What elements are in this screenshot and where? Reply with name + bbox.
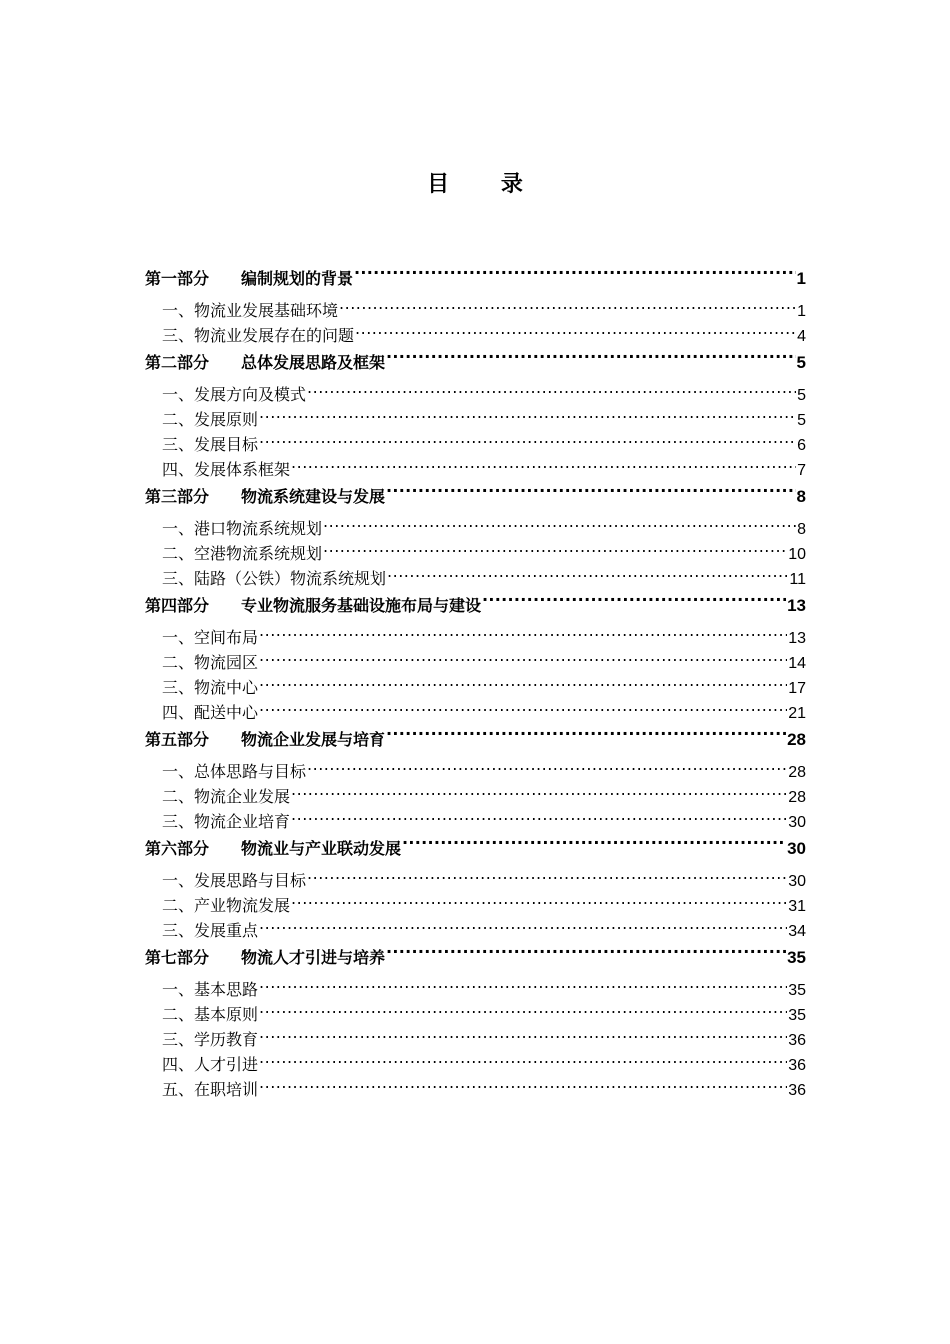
toc-page-number: 17 [788,680,806,697]
toc-section-label: 一、物流业发展基础环境 [162,301,339,320]
dot-leader [259,409,796,425]
table-of-contents [145,264,806,1102]
toc-part-entry[interactable] [145,725,806,759]
dot-leader [259,920,787,936]
toc-page-number: 1 [797,303,806,320]
toc-section-label: 二、物流企业发展 [162,787,291,806]
toc-section-entry[interactable] [145,1002,806,1027]
toc-page-number: 28 [787,730,806,749]
toc-part-label [145,943,385,973]
toc-page-number: 8 [797,521,806,538]
toc-page-number: 7 [797,462,806,479]
toc-section-label: 三、学历教育 [162,1030,259,1049]
toc-section-entry[interactable] [145,650,806,675]
toc-section-label: 三、物流中心 [162,678,259,697]
toc-section-entry[interactable] [145,1052,806,1077]
toc-section-entry[interactable] [145,977,806,1002]
toc-section-entry[interactable] [145,675,806,700]
toc-part-entry[interactable] [145,591,806,625]
toc-section-entry[interactable] [145,1077,806,1102]
toc-part-title: 物流业与产业联动发展 [241,839,402,858]
dot-leader [386,352,796,368]
toc-section-entry[interactable] [145,784,806,809]
toc-section-label: 三、发展目标 [162,435,259,454]
toc-section-entry[interactable] [145,516,806,541]
dot-leader [259,677,787,693]
toc-section-entry[interactable] [145,759,806,784]
toc-section-label: 三、发展重点 [162,921,259,940]
toc-section-label: 一、空间布局 [162,628,259,647]
toc-section-entry[interactable] [145,432,806,457]
toc-part-title: 专业物流服务基础设施布局与建设 [241,596,482,615]
toc-page-number: 11 [789,571,806,588]
dot-leader [291,786,787,802]
toc-page-number: 28 [788,764,806,781]
toc-section-entry[interactable] [145,809,806,834]
toc-page-number: 28 [788,789,806,806]
toc-section-entry[interactable] [145,625,806,650]
toc-section-label: 四、人才引进 [162,1055,259,1074]
toc-page-number: 6 [797,437,806,454]
toc-part-label [145,482,385,512]
toc-page-number: 8 [796,487,806,506]
toc-section-label: 一、基本思路 [162,980,259,999]
dot-leader [386,729,786,745]
toc-section-label: 四、配送中心 [162,703,259,722]
dot-leader [339,300,796,316]
dot-leader [482,595,786,611]
toc-section-label: 四、发展体系框架 [162,460,291,479]
toc-section-label: 二、基本原则 [162,1005,259,1024]
dot-leader [354,268,796,284]
toc-page-number: 10 [788,546,806,563]
toc-section-entry[interactable] [145,457,806,482]
toc-section-label: 三、物流企业培育 [162,812,291,831]
toc-page-number: 36 [788,1057,806,1074]
toc-page-number: 13 [787,596,806,615]
toc-section-label: 一、港口物流系统规划 [162,519,323,538]
dot-leader [387,568,788,584]
dot-leader [259,652,787,668]
dot-leader [259,1079,787,1095]
toc-page-number: 30 [788,873,806,890]
toc-part-number: 第四部分 [145,596,210,615]
dot-leader [323,518,796,534]
page-title: 目 录 [427,172,545,197]
toc-page-number: 30 [788,814,806,831]
toc-part-label [145,725,385,755]
toc-part-label [145,834,401,864]
toc-part-title: 总体发展思路及框架 [241,353,386,372]
toc-section-entry[interactable] [145,700,806,725]
dot-leader [386,486,796,502]
toc-page-number: 1 [796,269,806,288]
dot-leader [259,1029,787,1045]
toc-section-entry[interactable] [145,382,806,407]
toc-section-label: 二、物流园区 [162,653,259,672]
toc-section-label: 二、发展原则 [162,410,259,429]
toc-part-number: 第六部分 [145,839,210,858]
toc-section-label: 一、总体思路与目标 [162,762,307,781]
toc-section-label: 三、物流业发展存在的问题 [162,326,355,345]
toc-page-number: 35 [788,1007,806,1024]
dot-leader [402,838,786,854]
dot-leader [259,1054,787,1070]
toc-page-number: 36 [788,1082,806,1099]
toc-part-label [145,264,353,294]
toc-part-label [145,591,481,621]
toc-part-label [145,348,385,378]
dot-leader [307,761,787,777]
toc-part-entry[interactable] [145,482,806,516]
toc-page-number: 5 [796,353,806,372]
toc-section-entry[interactable] [145,541,806,566]
toc-part-number: 第五部分 [145,730,210,749]
toc-page-number: 5 [797,412,806,429]
toc-section-entry[interactable] [145,566,806,591]
toc-section-label: 五、在职培训 [162,1080,259,1099]
toc-part-title: 物流系统建设与发展 [241,487,386,506]
toc-page-number: 5 [797,387,806,404]
toc-section-label: 一、发展思路与目标 [162,871,307,890]
dot-leader [291,811,787,827]
toc-page-number: 34 [788,923,806,940]
toc-section-entry[interactable] [145,893,806,918]
toc-part-entry[interactable] [145,943,806,977]
toc-page-number: 14 [788,655,806,672]
toc-part-entry[interactable] [145,834,806,868]
dot-leader [259,979,787,995]
toc-part-number: 第三部分 [145,487,210,506]
dot-leader [259,1004,787,1020]
toc-page-number: 36 [788,1032,806,1049]
dot-leader [323,543,787,559]
dot-leader [386,947,786,963]
toc-page-number: 31 [788,898,806,915]
toc-page-number: 13 [788,630,806,647]
toc-part-title: 编制规划的背景 [241,269,354,288]
dot-leader [307,384,796,400]
toc-page-number: 4 [797,328,806,345]
toc-page-number: 30 [787,839,806,858]
toc-section-label: 三、陆路（公铁）物流系统规划 [162,569,387,588]
dot-leader [259,434,796,450]
dot-leader [291,459,796,475]
dot-leader [259,702,787,718]
toc-section-label: 一、发展方向及模式 [162,385,307,404]
toc-section-entry[interactable] [145,298,806,323]
dot-leader [259,627,787,643]
toc-section-entry[interactable] [145,868,806,893]
dot-leader [355,325,796,341]
toc-section-entry[interactable] [145,918,806,943]
toc-section-label: 二、空港物流系统规划 [162,544,323,563]
toc-page-number: 35 [788,982,806,999]
toc-section-label: 二、产业物流发展 [162,896,291,915]
toc-section-entry[interactable] [145,407,806,432]
dot-leader [291,895,787,911]
toc-part-title: 物流人才引进与培养 [241,948,386,967]
toc-page-number: 21 [788,705,806,722]
toc-section-entry[interactable] [145,1027,806,1052]
toc-part-number: 第七部分 [145,948,210,967]
toc-section-entry[interactable] [145,323,806,348]
toc-part-number: 第二部分 [145,353,210,372]
toc-part-title: 物流企业发展与培育 [241,730,386,749]
toc-part-entry[interactable] [145,264,806,298]
dot-leader [307,870,787,886]
toc-part-number: 第一部分 [145,269,210,288]
toc-page-number: 35 [787,948,806,967]
toc-part-entry[interactable] [145,348,806,382]
